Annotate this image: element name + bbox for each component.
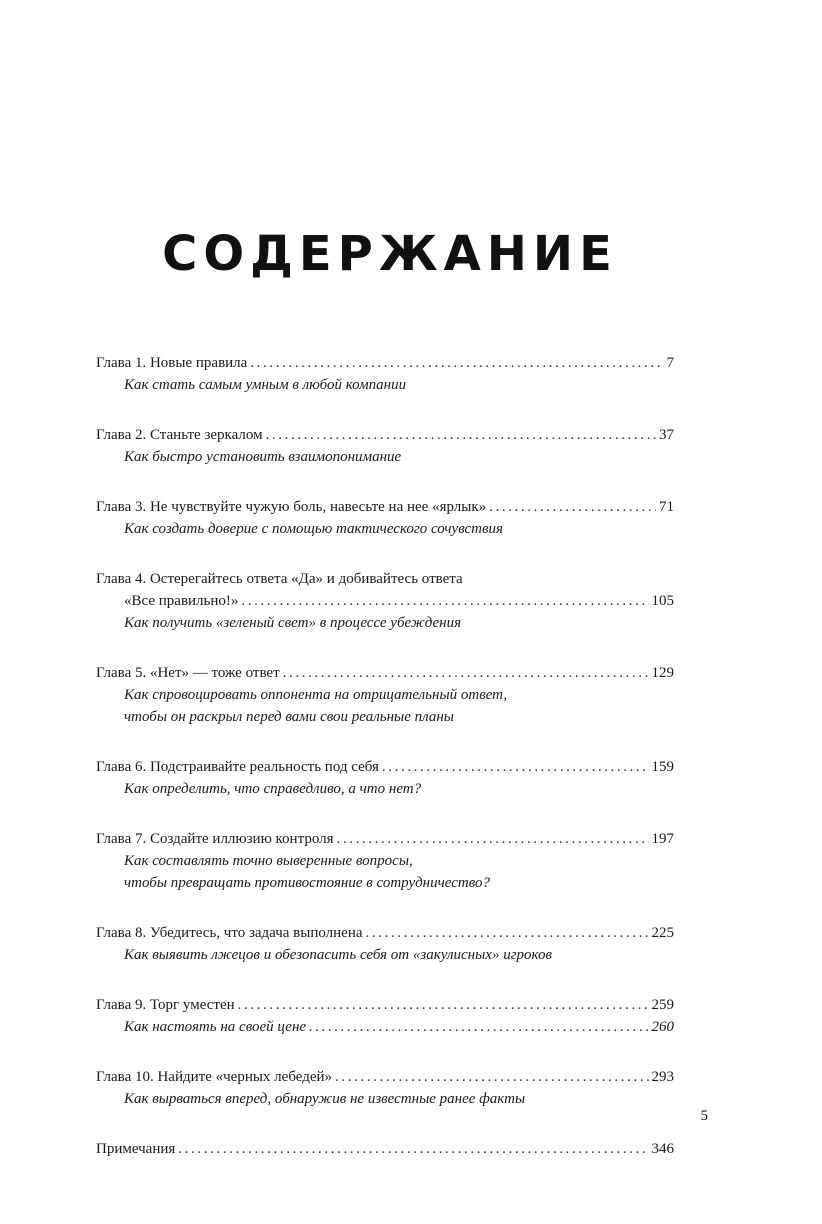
chapter-page: 105 (651, 593, 674, 609)
toc-entry-chapter-5 (96, 662, 674, 728)
dot-leader (337, 828, 649, 850)
chapter-subtitle: Как выявить лжецов и обезопасить себя от «закулисных» игроков (124, 947, 552, 963)
dot-leader (266, 424, 656, 446)
subtitle-page: 260 (651, 1019, 674, 1035)
chapter-page: 197 (651, 831, 674, 847)
chapter-page: 259 (651, 997, 674, 1013)
toc-row[interactable] (96, 756, 674, 778)
chapter-heading: Глава 10. Найдите «черных лебедей» (96, 1069, 333, 1085)
toc-row[interactable] (96, 1066, 674, 1088)
dot-leader (178, 1138, 648, 1160)
dot-leader (283, 662, 649, 684)
chapter-page: 7 (666, 355, 674, 371)
chapter-heading: Глава 1. Новые правила (96, 355, 248, 371)
toc-row[interactable] (96, 994, 674, 1016)
toc-row[interactable] (96, 922, 674, 944)
toc-row[interactable] (96, 828, 674, 850)
toc-entry-chapter-10 (96, 1066, 674, 1110)
chapter-subtitle-continued: чтобы он раскрыл перед вами свои реальные планы (124, 709, 454, 725)
chapter-heading: Глава 6. Подстраивайте реальность под себя (96, 759, 379, 775)
chapter-page: 37 (659, 427, 674, 443)
dot-leader (489, 496, 656, 518)
dot-leader (250, 352, 663, 374)
toc-row[interactable] (96, 590, 674, 612)
page-title: СОДЕРЖАНИЕ (162, 226, 618, 282)
toc-row[interactable] (96, 662, 674, 684)
toc-entry-chapter-2 (96, 424, 674, 468)
dot-leader (382, 756, 649, 778)
chapter-subtitle: Как создать доверие с помощью тактического сочувствия (124, 521, 503, 537)
chapter-heading: Глава 3. Не чувствуйте чужую боль, навесьте на нее «ярлык» (96, 499, 487, 515)
notes-page: 346 (651, 1141, 674, 1157)
chapter-page: 129 (651, 665, 674, 681)
chapter-subtitle: Как определить, что справедливо, а что нет? (124, 781, 422, 797)
chapter-heading: Глава 8. Убедитесь, что задача выполнена (96, 925, 363, 941)
chapter-subtitle: Как стать самым умным в любой компании (124, 377, 407, 393)
chapter-subtitle: Как вырваться вперед, обнаружив не известные ранее факты (124, 1091, 526, 1107)
chapter-page: 293 (651, 1069, 674, 1085)
chapter-heading: Глава 9. Торг уместен (96, 997, 235, 1013)
toc-row[interactable] (96, 1138, 674, 1160)
dot-leader (238, 994, 649, 1016)
toc-entry-chapter-6 (96, 756, 674, 800)
toc-row[interactable] (96, 496, 674, 518)
toc-entry-chapter-9 (96, 994, 674, 1038)
chapter-page: 71 (659, 499, 674, 515)
dot-leader (241, 590, 648, 612)
toc-row[interactable] (96, 352, 674, 374)
dot-leader (309, 1016, 648, 1038)
table-of-contents (96, 352, 674, 1188)
dot-leader (335, 1066, 648, 1088)
chapter-subtitle: Как составлять точно выверенные вопросы, (124, 853, 413, 869)
chapter-page: 225 (651, 925, 674, 941)
chapter-subtitle-continued: чтобы превращать противостояние в сотрудничество? (124, 875, 491, 891)
chapter-heading-continued: «Все правильно!» (124, 593, 239, 609)
page-number: 5 (700, 1108, 708, 1124)
toc-entry-chapter-1 (96, 352, 674, 396)
chapter-subtitle: Как настоять на своей цене (124, 1019, 307, 1035)
chapter-heading: Глава 5. «Нет» — тоже ответ (96, 665, 280, 681)
chapter-subtitle: Как получить «зеленый свет» в процессе убеждения (124, 615, 462, 631)
toc-entry-chapter-8 (96, 922, 674, 966)
notes-heading: Примечания (96, 1141, 176, 1157)
toc-subrow[interactable] (96, 1016, 674, 1038)
chapter-page: 159 (651, 759, 674, 775)
toc-entry-chapter-3 (96, 496, 674, 540)
chapter-subtitle: Как спровоцировать оппонента на отрицательный ответ, (124, 687, 508, 703)
chapter-heading: Глава 2. Станьте зеркалом (96, 427, 263, 443)
toc-row[interactable] (96, 424, 674, 446)
chapter-subtitle: Как быстро установить взаимопонимание (124, 449, 402, 465)
toc-entry-chapter-7 (96, 828, 674, 894)
dot-leader (366, 922, 649, 944)
chapter-heading: Глава 7. Создайте иллюзию контроля (96, 831, 334, 847)
toc-entry-notes (96, 1138, 674, 1160)
toc-entry-chapter-4 (96, 568, 674, 634)
chapter-heading[interactable]: Глава 4. Остерегайтесь ответа «Да» и добивайтесь ответа (96, 571, 463, 587)
